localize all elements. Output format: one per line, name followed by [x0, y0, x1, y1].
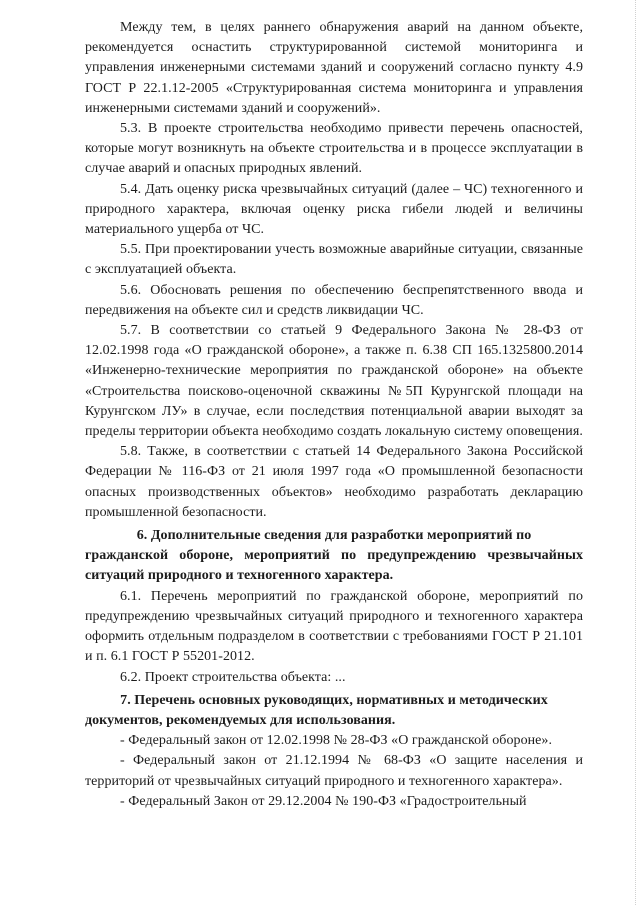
section-6-heading — [85, 526, 583, 587]
document-page — [85, 18, 583, 812]
section-6-heading-line1: 6. Дополнительные сведения для разработки мероприятий по — [136, 528, 532, 544]
list-item-law-28fz: - Федеральный закон от 12.02.1998 № 28-ФЗ «О гражданской обороне». — [120, 733, 553, 749]
list-item-law-68fz: - Федеральный закон от 21.12.1994 № 68-ФЗ «О защите населения и территорий от чрезвычайных ситуаций природного и техногенного характера». — [85, 753, 583, 789]
paragraph-monitoring: Между тем, в целях раннего обнаружения аварий на данном объекте, рекомендуется оснастить структурированной системой мониторинга и управления инженерными системами зданий и сооружений согласно пункту 4.9 ГОСТ Р 22.1.12-2005 «Структурированная система мониторинга и управления инженерными системами зданий и сооружений». — [85, 20, 583, 116]
paragraph-5-3: 5.3. В проекте строительства необходимо привести перечень опасностей, которые могут возникнуть на объекте строительства и в процессе эксплуатации в случае аварий и опасных природных явлений. — [85, 121, 583, 177]
section-7-heading-line1: 7. Перечень основных руководящих, нормативных и методических — [120, 692, 548, 708]
paragraph-6-1: 6.1. Перечень мероприятий по гражданской обороне, мероприятий по предупреждению чрезвычайных ситуаций природного и техногенного характера оформить отдельным подразделом в соответствии с требованиями ГОСТ Р 21.101 и п. 6.1 ГОСТ Р 55201-2012. — [85, 588, 583, 665]
section-7-heading-rest: документов, рекомендуемых для использования. — [85, 712, 396, 728]
paragraph-5-6: 5.6. Обосновать решения по обеспечению беспрепятственного ввода и передвижения на объекте сил и средств ликвидации ЧС. — [85, 282, 583, 318]
paragraph-5-8: 5.8. Также, в соответствии с статьей 14 Федерального Закона Российской Федерации № 116-ФЗ от 21 июля 1997 года «О промышленной безопасности опасных производственных объектов» необходимо разработать декларацию промышленной безопасности. — [85, 444, 583, 520]
section-7-heading — [85, 691, 583, 731]
paragraph-5-5: 5.5. При проектировании учесть возможные аварийные ситуации, связанные с эксплуатацией объекта. — [85, 242, 583, 278]
section-6-heading-rest: гражданской обороне, мероприятий по предупреждению чрезвычайных ситуаций природного и техногенного характера. — [85, 548, 583, 584]
list-item-law-190fz: - Федеральный Закон от 29.12.2004 № 190-ФЗ «Градостроительный — [120, 793, 527, 809]
page-edge-divider — [634, 0, 636, 905]
paragraph-5-4: 5.4. Дать оценку риска чрезвычайных ситуаций (далее – ЧС) техногенного и природного характера, включая оценку риска гибели людей и величины материального ущерба от ЧС. — [85, 181, 583, 238]
paragraph-5-7: 5.7. В соответствии со статьей 9 Федерального Закона № 28-ФЗ от 12.02.1998 года «О гражданской обороне», а также п. 6.38 СП 165.1325800.2014 «Инженерно-технические мероприятия по гражданской обороне» на объекте «Строительства поисково-оценочной скважины №5П Курунгской площади на Курунгском ЛУ» в случае, если последствия потенциальной аварии выходят за пределы территории объекта необходимо создать локальную систему оповещения. — [85, 323, 583, 440]
paragraph-6-2: 6.2. Проект строительства объекта: ... — [120, 669, 346, 685]
